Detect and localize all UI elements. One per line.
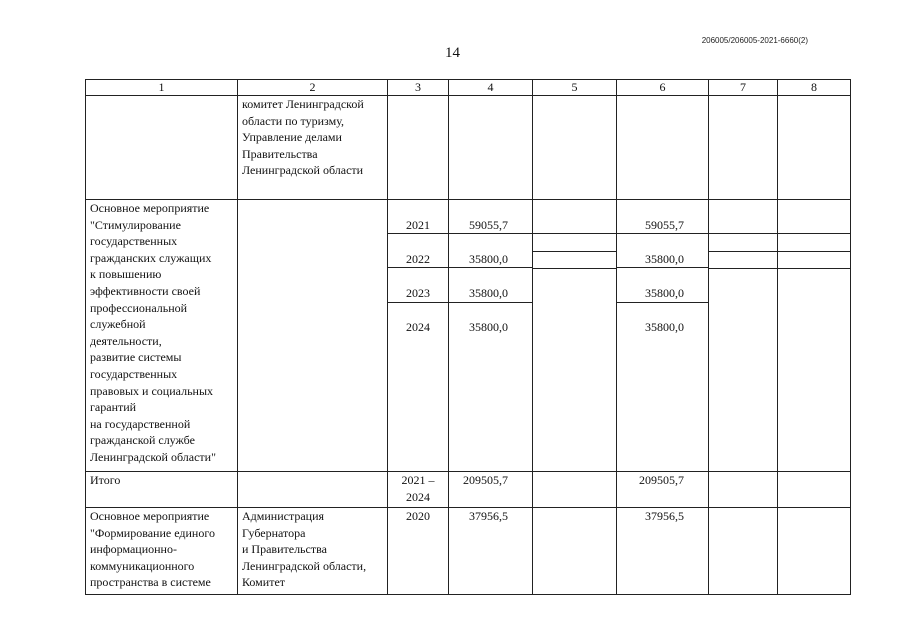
local-budget-cell (709, 472, 778, 508)
table-row (86, 472, 851, 508)
executor-cell (238, 472, 388, 508)
regional-budget-cell: 37956,5 (617, 508, 709, 595)
amount-value: 59055,7 (449, 217, 532, 235)
federal-budget-cell (533, 200, 617, 472)
other-sources-cell (778, 96, 851, 200)
table-row (86, 508, 851, 595)
total-amount-cell (449, 200, 533, 472)
amount-value: 35800,0 (449, 285, 532, 303)
regional-budget-cell (617, 200, 709, 472)
measure-name-cell (86, 96, 238, 200)
year-cell: 2020 (388, 508, 449, 595)
year-value: 2022 (388, 251, 448, 269)
column-header: 1 (86, 80, 238, 96)
other-sources-cell (778, 200, 851, 472)
table-row (86, 200, 851, 472)
other-sources-cell (778, 472, 851, 508)
executor-cell (238, 200, 388, 472)
amount-value: 35800,0 (645, 320, 684, 335)
regional-budget-cell: 209505,7 (617, 472, 709, 508)
column-header: 8 (778, 80, 851, 96)
executor-cell: Администрация Губернатора и Правительства Ленинградской области, Комитет (238, 508, 388, 595)
amount-value: 59055,7 (617, 217, 708, 235)
measure-name-cell: Итого (86, 472, 238, 508)
federal-budget-cell (533, 508, 617, 595)
local-budget-cell (709, 508, 778, 595)
federal-budget-cell (533, 472, 617, 508)
amount-value: 35800,0 (617, 251, 708, 269)
document-id: 206005/206005-2021-6660(2) (701, 36, 808, 45)
table-header-row (86, 80, 851, 96)
total-amount-cell: 37956,5 (449, 508, 533, 595)
measure-name-cell: Основное мероприятие "Стимулирование государственных гражданских служащих к повышению эффективности своей профессиональной служебной деятельности, развитие системы государственных правовых и социальных гарантий на государственной гражданской службе Ленинградской области" (86, 200, 238, 472)
column-header: 7 (709, 80, 778, 96)
column-header: 6 (617, 80, 709, 96)
budget-table (85, 79, 851, 595)
page-number: 14 (445, 45, 460, 61)
local-budget-cell (709, 96, 778, 200)
amount-value: 35800,0 (469, 320, 508, 335)
year-cell: 2021 – 2024 (388, 472, 449, 508)
year-value: 2023 (388, 285, 448, 303)
column-header: 3 (388, 80, 449, 96)
year-value: 2021 (388, 217, 448, 235)
year-cell (388, 200, 449, 472)
year-value: 2024 (406, 320, 430, 335)
measure-name-cell: Основное мероприятие "Формирование единого информационно- коммуникационного пространства в системе (86, 508, 238, 595)
local-budget-cell (709, 200, 778, 472)
executor-cell: комитет Ленинградской области по туризму, Управление делами Правительства Ленинградской области (238, 96, 388, 200)
regional-budget-cell (617, 96, 709, 200)
total-amount-cell: 209505,7 (449, 472, 533, 508)
table-row (86, 96, 851, 200)
column-header: 5 (533, 80, 617, 96)
amount-value: 35800,0 (617, 285, 708, 303)
column-header: 4 (449, 80, 533, 96)
total-amount-cell (449, 96, 533, 200)
column-header: 2 (238, 80, 388, 96)
amount-value: 35800,0 (449, 251, 532, 269)
year-cell (388, 96, 449, 200)
federal-budget-cell (533, 96, 617, 200)
other-sources-cell (778, 508, 851, 595)
